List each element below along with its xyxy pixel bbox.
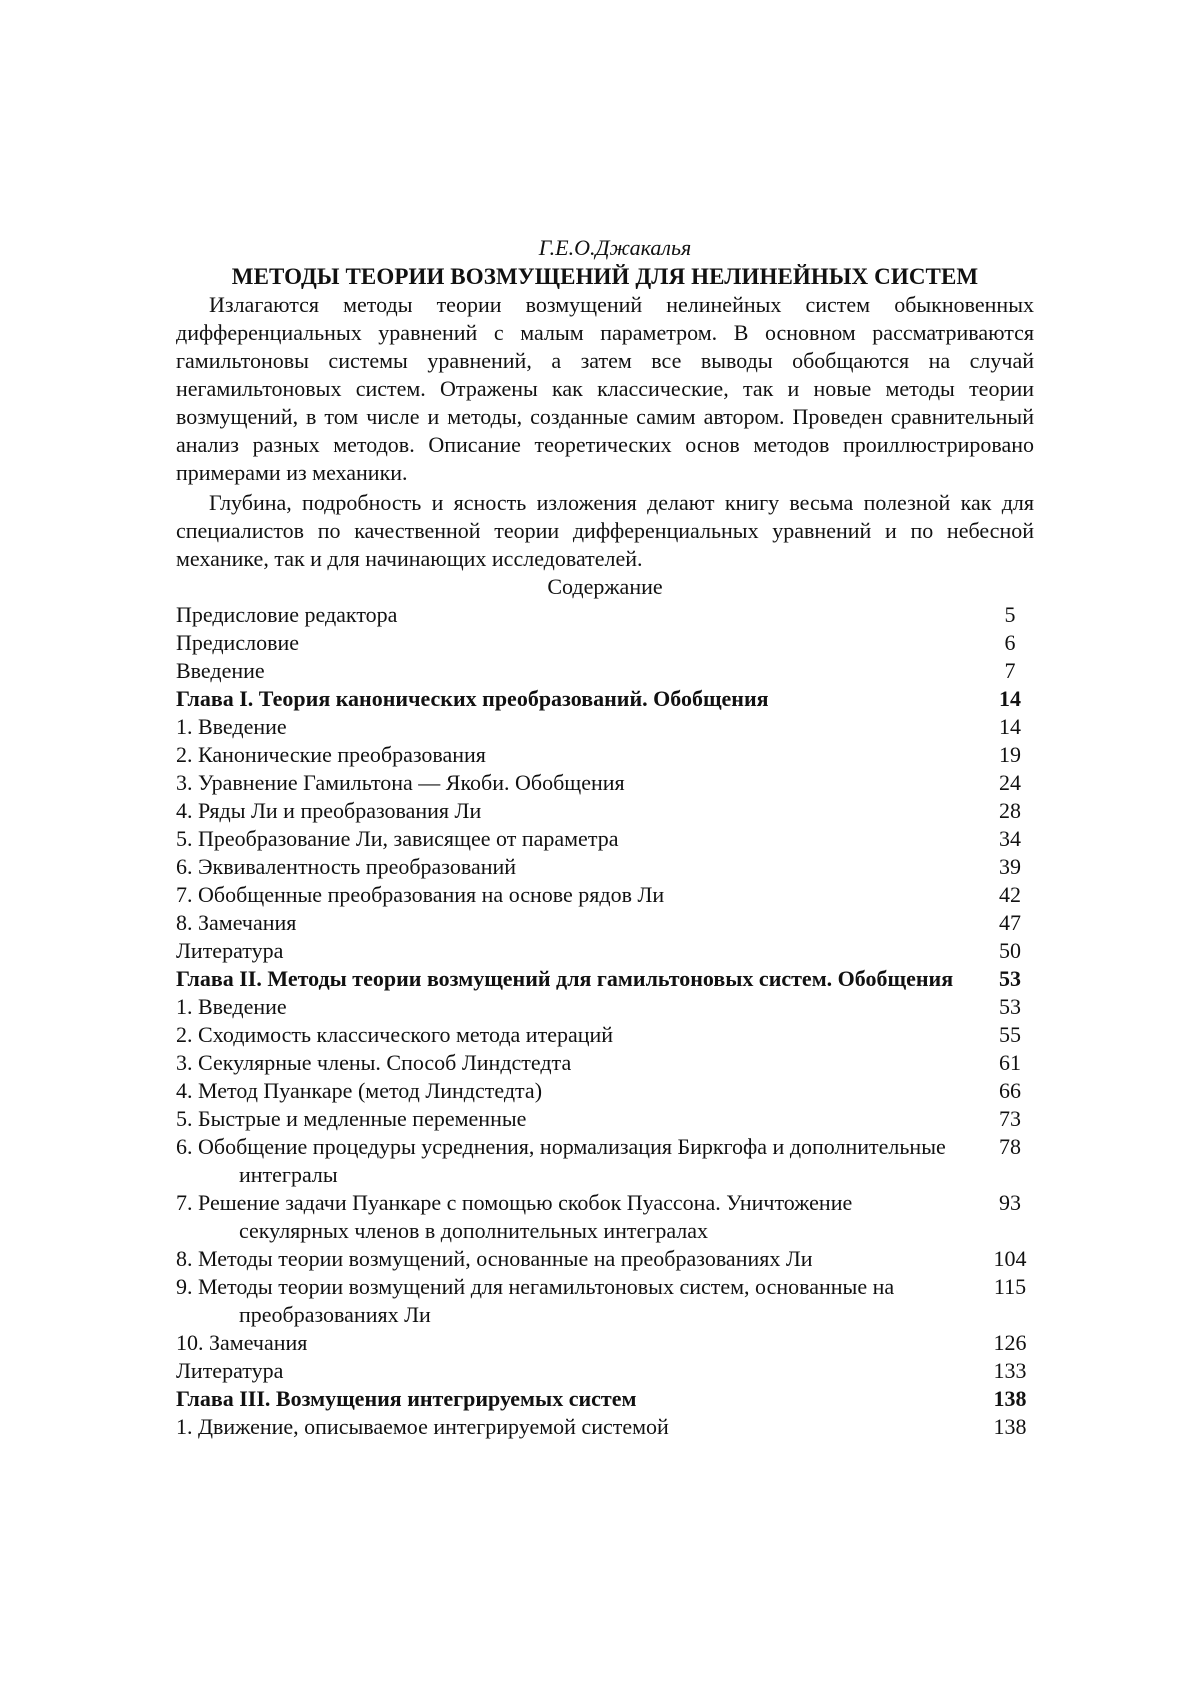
toc-page-number: 19 — [999, 742, 1021, 767]
toc-row — [176, 1245, 1034, 1273]
toc-chapter-row — [176, 965, 1034, 993]
book-title: МЕТОДЫ ТЕОРИИ ВОЗМУЩЕНИЙ ДЛЯ НЕЛИНЕЙНЫХ СИСТЕМ — [231, 264, 979, 289]
toc-entry-title: Глава II. Методы теории возмущений для гамильтоновых систем. Обобщения — [176, 966, 954, 991]
toc-row — [176, 825, 1034, 853]
toc-chapter-row — [176, 685, 1034, 713]
toc-row — [176, 1021, 1034, 1049]
toc-entry-title: 8. Замечания — [176, 910, 297, 935]
toc-row — [176, 881, 1034, 909]
toc-row — [176, 1077, 1034, 1105]
toc-page-number: 78 — [999, 1134, 1021, 1159]
toc-page-number: 28 — [999, 798, 1021, 823]
toc-entry-title: Глава I. Теория канонических преобразований. Обобщения — [176, 686, 769, 711]
toc-row — [176, 1329, 1034, 1357]
toc-row — [176, 909, 1034, 937]
toc-page-number: 138 — [993, 1386, 1027, 1411]
toc-page-number: 42 — [999, 882, 1021, 907]
toc-row — [176, 1189, 1034, 1245]
abstract-paragraph-1: Излагаются методы теории возмущений нелинейных систем обыкновенных дифференциальных уравнений с малым параметром. В основном рассматриваются гамильтоновы системы уравнений, а затем все выводы обобщаются на случай негамильтоновых систем. Отражены как классические, так и новые методы теории возмущений, в том числе и методы, созданные самим автором. Проведен сравнительный анализ разных методов. Описание теоретических основ методов проиллюстрировано примерами из механики. — [176, 292, 1034, 485]
toc-page-number: 115 — [993, 1274, 1027, 1299]
toc-entry-title: Литература — [176, 938, 284, 963]
toc-entry-title: 1. Движение, описываемое интегрируемой системой — [176, 1414, 669, 1439]
toc-entry-title: Предисловие — [176, 630, 299, 655]
toc-page-number: 53 — [999, 994, 1021, 1019]
toc-entry-title: 9. Методы теории возмущений для негамильтоновых систем, основанные на преобразованиях Ли — [176, 1274, 895, 1327]
toc-entry-title: 5. Преобразование Ли, зависящее от параметра — [176, 826, 619, 851]
toc-page-number: 7 — [1004, 658, 1016, 683]
toc-row — [176, 1357, 1034, 1385]
toc-entry-title: 7. Решение задачи Пуанкаре с помощью скобок Пуассона. Уничтожение секулярных членов в дополнительных интегралах — [176, 1190, 853, 1243]
toc-row — [176, 1105, 1034, 1133]
toc-page-number: 133 — [993, 1358, 1027, 1383]
toc-page-number: 14 — [999, 686, 1021, 711]
toc-row — [176, 601, 1034, 629]
toc-row — [176, 1133, 1034, 1189]
toc-row — [176, 657, 1034, 685]
toc-row — [176, 797, 1034, 825]
toc-page-number: 138 — [993, 1414, 1027, 1439]
toc-entry-title: 2. Канонические преобразования — [176, 742, 486, 767]
toc-entry-title: 8. Методы теории возмущений, основанные на преобразованиях Ли — [176, 1246, 813, 1271]
toc-entry-title: Введение — [176, 658, 265, 683]
toc-chapter-row — [176, 1385, 1034, 1413]
toc-entry-title: 6. Обобщение процедуры усреднения, нормализация Биркгофа и дополнительные интегралы — [176, 1134, 946, 1187]
toc-page-number: 14 — [999, 714, 1021, 739]
toc-row — [176, 741, 1034, 769]
document-page — [176, 234, 1034, 1441]
toc-entry-title: 1. Введение — [176, 714, 287, 739]
toc-entry-title: Глава III. Возмущения интегрируемых систем — [176, 1386, 637, 1411]
toc-entry-title: 10. Замечания — [176, 1330, 308, 1355]
toc-page-number: 50 — [999, 938, 1021, 963]
toc-entry-title: 5. Быстрые и медленные переменные — [176, 1106, 527, 1131]
toc-page-number: 5 — [1004, 602, 1016, 627]
toc-entry-title: 2. Сходимость классического метода итераций — [176, 1022, 614, 1047]
toc-entry-title: 3. Уравнение Гамильтона — Якоби. Обобщения — [176, 770, 625, 795]
abstract-paragraph-2: Глубина, подробность и ясность изложения делают книгу весьма полезной как для специалистов по качественной теории дифференциальных уравнений и по небесной механике, так и для начинающих исследователей. — [176, 490, 1034, 571]
toc-row — [176, 1273, 1034, 1329]
toc-page-number: 55 — [999, 1022, 1021, 1047]
toc-entry-title: Предисловие редактора — [176, 602, 398, 627]
toc-page-number: 66 — [999, 1078, 1021, 1103]
toc-entry-title: 7. Обобщенные преобразования на основе рядов Ли — [176, 882, 665, 907]
toc-row — [176, 937, 1034, 965]
toc-entry-title: 1. Введение — [176, 994, 287, 1019]
toc-row — [176, 769, 1034, 797]
toc-entry-title: 3. Секулярные члены. Способ Линдстедта — [176, 1050, 572, 1075]
toc-page-number: 104 — [993, 1246, 1027, 1271]
author-name: Г.Е.О.Джакалья — [538, 235, 692, 260]
toc-page-number: 24 — [999, 770, 1021, 795]
toc-page-number: 34 — [999, 826, 1021, 851]
toc-entry-title: 6. Эквивалентность преобразований — [176, 854, 517, 879]
toc-row — [176, 993, 1034, 1021]
toc-entry-title: 4. Ряды Ли и преобразования Ли — [176, 798, 482, 823]
toc-page-number: 73 — [999, 1106, 1021, 1131]
toc-page-number: 6 — [1004, 630, 1016, 655]
toc-heading: Содержание — [547, 574, 663, 599]
toc-page-number: 53 — [999, 966, 1021, 991]
toc-page-number: 61 — [999, 1050, 1021, 1075]
toc-page-number: 93 — [999, 1190, 1021, 1215]
toc-entry-title: 4. Метод Пуанкаре (метод Линдстедта) — [176, 1078, 543, 1103]
toc-entry-title: Литература — [176, 1358, 284, 1383]
toc-row — [176, 1049, 1034, 1077]
toc-page-number: 39 — [999, 854, 1021, 879]
table-of-contents — [176, 601, 1034, 1441]
toc-page-number: 47 — [999, 910, 1021, 935]
toc-row — [176, 853, 1034, 881]
toc-page-number: 126 — [993, 1330, 1027, 1355]
toc-row — [176, 713, 1034, 741]
toc-row — [176, 629, 1034, 657]
toc-row — [176, 1413, 1034, 1441]
